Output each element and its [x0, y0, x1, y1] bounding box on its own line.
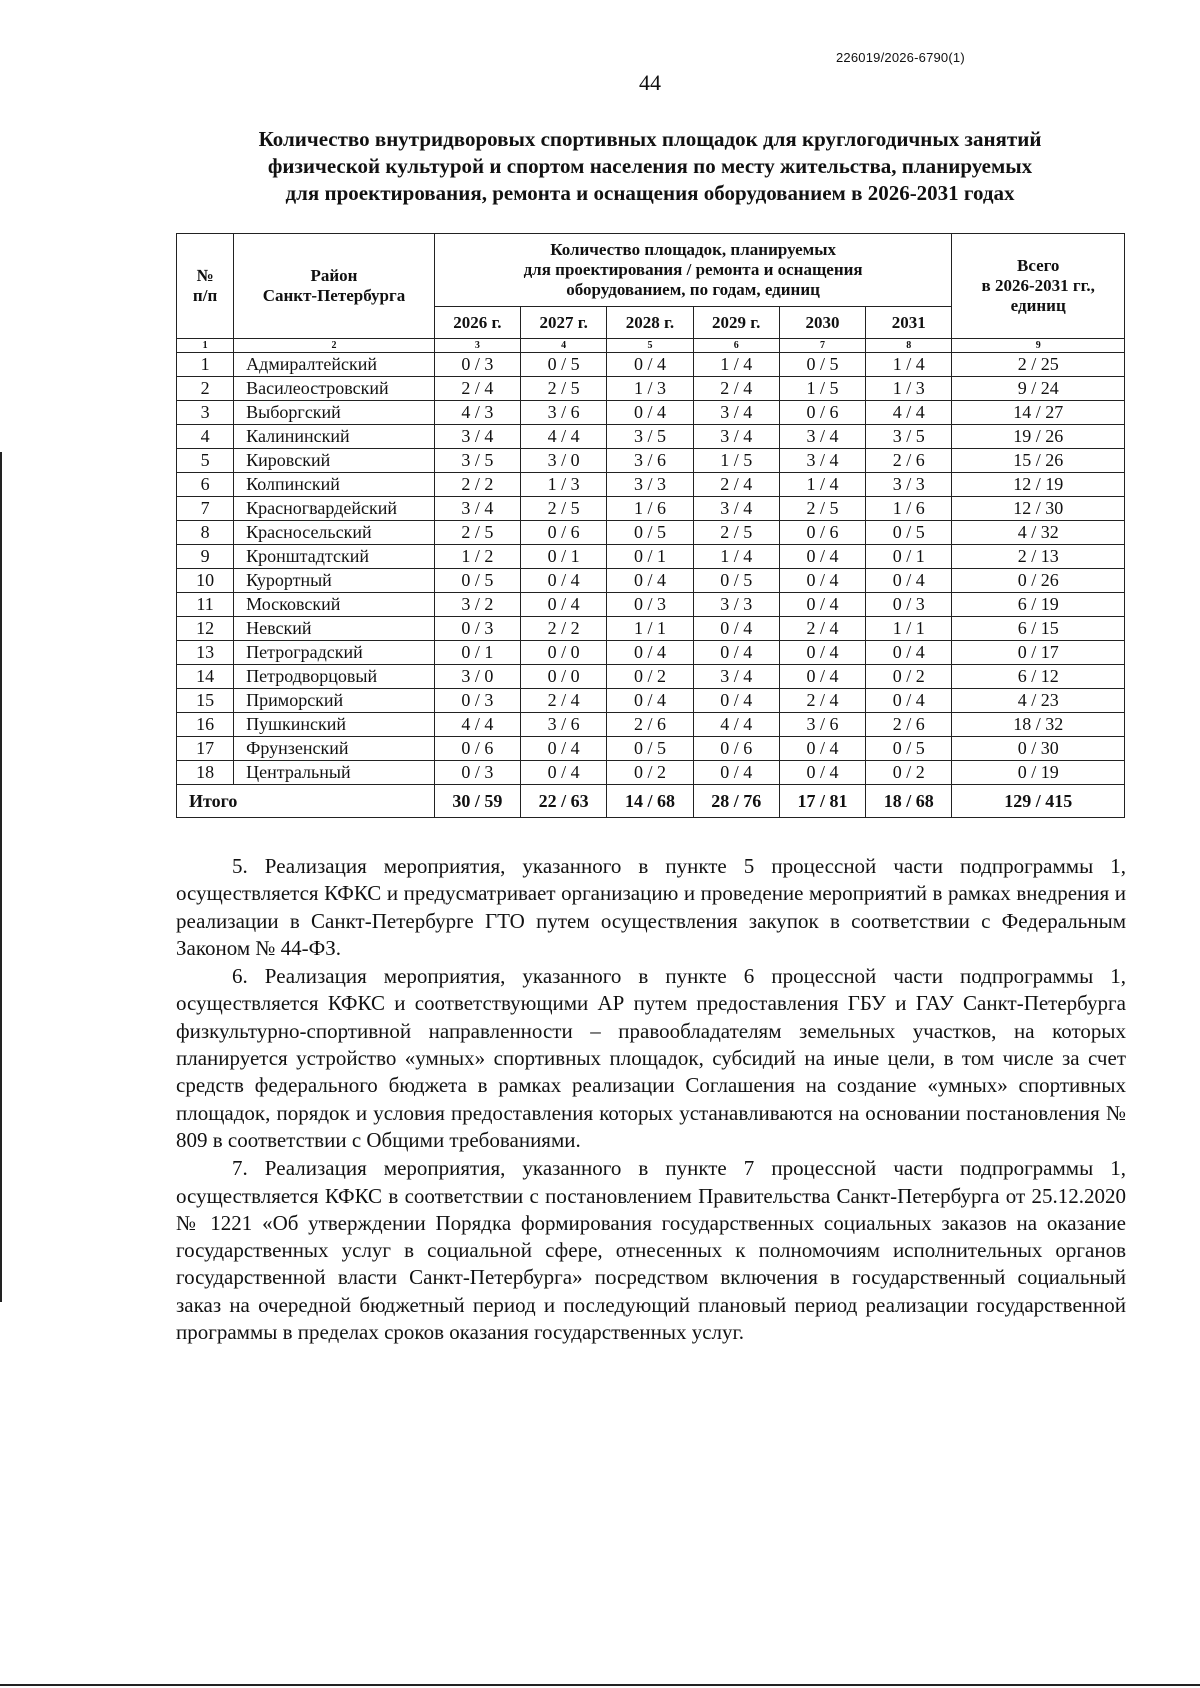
district-name: Центральный [234, 761, 435, 785]
row-number: 8 [177, 521, 234, 545]
year-value: 1 / 2 [434, 545, 520, 569]
year-value: 1 / 3 [521, 473, 607, 497]
district-name: Невский [234, 617, 435, 641]
year-value: 2 / 4 [521, 689, 607, 713]
year-value: 0 / 0 [521, 641, 607, 665]
column-number: 5 [607, 339, 693, 353]
year-value: 0 / 4 [693, 689, 779, 713]
year-value: 2 / 4 [434, 377, 520, 401]
year-value: 3 / 6 [779, 713, 865, 737]
district-name: Кронштадтский [234, 545, 435, 569]
table-row [177, 617, 1125, 641]
year-value: 0 / 6 [693, 737, 779, 761]
year-value: 3 / 4 [434, 425, 520, 449]
year-value: 0 / 4 [779, 737, 865, 761]
year-value: 0 / 6 [521, 521, 607, 545]
district-name: Выборгский [234, 401, 435, 425]
year-value: 1 / 3 [607, 377, 693, 401]
table-title [150, 126, 1150, 207]
year-value: 1 / 1 [866, 617, 952, 641]
year-value: 2 / 4 [779, 617, 865, 641]
district-name: Василеостровский [234, 377, 435, 401]
year-value: 2 / 2 [521, 617, 607, 641]
row-total: 0 / 30 [952, 737, 1125, 761]
year-value: 0 / 4 [779, 569, 865, 593]
row-number: 10 [177, 569, 234, 593]
district-name: Красносельский [234, 521, 435, 545]
row-total: 6 / 19 [952, 593, 1125, 617]
scan-bottom-line [0, 1684, 1200, 1686]
year-value: 0 / 5 [607, 737, 693, 761]
year-value: 4 / 4 [434, 713, 520, 737]
year-value: 0 / 4 [607, 401, 693, 425]
table-row [177, 641, 1125, 665]
year-value: 0 / 3 [434, 761, 520, 785]
year-value: 0 / 2 [607, 665, 693, 689]
year-value: 1 / 1 [607, 617, 693, 641]
table-row [177, 353, 1125, 377]
year-value: 0 / 3 [434, 353, 520, 377]
year-value: 0 / 4 [693, 617, 779, 641]
year-value: 2 / 5 [693, 521, 779, 545]
year-value: 0 / 4 [866, 641, 952, 665]
district-name: Приморский [234, 689, 435, 713]
year-value: 3 / 6 [521, 401, 607, 425]
year-value: 4 / 3 [434, 401, 520, 425]
district-name: Колпинский [234, 473, 435, 497]
header-group: Количество площадок, планируемых для проектирования / ремонта и оснащения оборудованием, по годам, единиц [434, 234, 952, 307]
district-name: Пушкинский [234, 713, 435, 737]
year-value: 3 / 0 [521, 449, 607, 473]
year-value: 3 / 4 [693, 665, 779, 689]
header-year: 2027 г. [521, 307, 607, 339]
year-value: 3 / 3 [607, 473, 693, 497]
header-total: Всего в 2026-2031 гг., единиц [952, 234, 1125, 339]
row-number: 11 [177, 593, 234, 617]
year-value: 0 / 5 [434, 569, 520, 593]
header-year: 2028 г. [607, 307, 693, 339]
table-row [177, 545, 1125, 569]
year-value: 2 / 4 [779, 689, 865, 713]
year-value: 0 / 1 [866, 545, 952, 569]
year-value: 1 / 3 [866, 377, 952, 401]
row-number: 9 [177, 545, 234, 569]
table-row [177, 689, 1125, 713]
year-value: 0 / 1 [521, 545, 607, 569]
year-value: 3 / 6 [607, 449, 693, 473]
year-value: 2 / 6 [866, 713, 952, 737]
row-total: 2 / 13 [952, 545, 1125, 569]
year-value: 0 / 4 [607, 641, 693, 665]
column-number: 4 [521, 339, 607, 353]
column-number: 9 [952, 339, 1125, 353]
year-value: 0 / 1 [607, 545, 693, 569]
header-district: Район Санкт-Петербурга [234, 234, 435, 339]
total-year-value: 14 / 68 [607, 785, 693, 818]
header-num: № п/п [177, 234, 234, 339]
district-name: Курортный [234, 569, 435, 593]
row-total: 0 / 17 [952, 641, 1125, 665]
row-total: 14 / 27 [952, 401, 1125, 425]
year-value: 3 / 3 [693, 593, 779, 617]
header-year: 2030 [779, 307, 865, 339]
year-value: 0 / 4 [779, 545, 865, 569]
year-value: 0 / 3 [607, 593, 693, 617]
column-number: 8 [866, 339, 952, 353]
total-row [177, 785, 1125, 818]
year-value: 4 / 4 [866, 401, 952, 425]
total-year-value: 17 / 81 [779, 785, 865, 818]
year-value: 0 / 4 [779, 665, 865, 689]
year-value: 3 / 4 [693, 425, 779, 449]
year-value: 0 / 4 [779, 761, 865, 785]
column-number: 2 [234, 339, 435, 353]
row-total: 9 / 24 [952, 377, 1125, 401]
row-number: 17 [177, 737, 234, 761]
year-value: 4 / 4 [693, 713, 779, 737]
year-value: 3 / 4 [693, 401, 779, 425]
year-value: 2 / 6 [866, 449, 952, 473]
table-row [177, 713, 1125, 737]
row-total: 12 / 30 [952, 497, 1125, 521]
year-value: 3 / 4 [779, 425, 865, 449]
year-value: 1 / 6 [607, 497, 693, 521]
year-value: 3 / 4 [434, 497, 520, 521]
year-value: 0 / 4 [779, 593, 865, 617]
column-number: 7 [779, 339, 865, 353]
title-line: Количество внутридворовых спортивных площадок для круглогодичных занятий [258, 127, 1042, 151]
year-value: 2 / 5 [779, 497, 865, 521]
year-value: 1 / 4 [866, 353, 952, 377]
year-value: 1 / 4 [693, 545, 779, 569]
year-value: 0 / 1 [434, 641, 520, 665]
year-value: 1 / 5 [779, 377, 865, 401]
table-row [177, 473, 1125, 497]
district-name: Адмиралтейский [234, 353, 435, 377]
table-row [177, 737, 1125, 761]
table-row [177, 761, 1125, 785]
year-value: 0 / 6 [779, 401, 865, 425]
paragraph: 6. Реализация мероприятия, указанного в пункте 6 процессной части подпрограммы 1, осуществляется КФКС и соответствующими АР путем предоставления ГБУ и ГАУ Санкт-Петербурга физкультурно-спортивной направленности – правообладателям земельных участков, на которых планируется устройство «умных» спортивных площадок, субсидий на иные цели, в том числе за счет средств федерального бюджета в рамках реализации Соглашения на создание «умных» спортивных площадок, порядок и условия предоставления которых устанавливаются на основании постановления № 809 в соответствии с Общими требованиями. [176, 964, 1126, 1152]
row-total: 6 / 15 [952, 617, 1125, 641]
title-line: для проектирования, ремонта и оснащения оборудованием в 2026-2031 годах [285, 181, 1015, 205]
row-number: 3 [177, 401, 234, 425]
total-year-value: 22 / 63 [521, 785, 607, 818]
year-value: 2 / 5 [521, 497, 607, 521]
document-id: 226019/2026-6790(1) [836, 50, 965, 65]
year-value: 0 / 4 [521, 761, 607, 785]
year-value: 3 / 3 [866, 473, 952, 497]
year-value: 0 / 2 [866, 761, 952, 785]
year-value: 0 / 5 [866, 737, 952, 761]
year-value: 2 / 6 [607, 713, 693, 737]
year-value: 0 / 4 [521, 569, 607, 593]
year-value: 3 / 0 [434, 665, 520, 689]
year-value: 0 / 5 [521, 353, 607, 377]
year-value: 0 / 0 [521, 665, 607, 689]
year-value: 0 / 2 [866, 665, 952, 689]
year-value: 0 / 4 [866, 689, 952, 713]
year-value: 3 / 2 [434, 593, 520, 617]
year-value: 0 / 4 [693, 761, 779, 785]
year-value: 3 / 4 [693, 497, 779, 521]
column-number: 1 [177, 339, 234, 353]
row-total: 0 / 19 [952, 761, 1125, 785]
total-year-value: 30 / 59 [434, 785, 520, 818]
year-value: 1 / 5 [693, 449, 779, 473]
year-value: 4 / 4 [521, 425, 607, 449]
header-year: 2026 г. [434, 307, 520, 339]
column-number: 3 [434, 339, 520, 353]
year-value: 0 / 4 [607, 689, 693, 713]
year-value: 2 / 5 [521, 377, 607, 401]
year-value: 2 / 2 [434, 473, 520, 497]
year-value: 0 / 5 [779, 353, 865, 377]
year-value: 0 / 3 [434, 617, 520, 641]
header-year: 2029 г. [693, 307, 779, 339]
table-row [177, 569, 1125, 593]
year-value: 3 / 6 [521, 713, 607, 737]
row-number: 1 [177, 353, 234, 377]
row-total: 15 / 26 [952, 449, 1125, 473]
sports-grounds-table [176, 233, 1125, 818]
scan-edge-line [0, 452, 2, 1302]
row-number: 15 [177, 689, 234, 713]
table-row [177, 593, 1125, 617]
district-name: Петродворцовый [234, 665, 435, 689]
year-value: 2 / 4 [693, 377, 779, 401]
grand-total: 129 / 415 [952, 785, 1125, 818]
title-line: физической культурой и спортом населения по месту жительства, планируемых [267, 154, 1033, 178]
year-value: 2 / 4 [693, 473, 779, 497]
table-row [177, 425, 1125, 449]
year-value: 0 / 6 [434, 737, 520, 761]
total-year-value: 18 / 68 [866, 785, 952, 818]
district-name: Фрунзенский [234, 737, 435, 761]
table-row [177, 497, 1125, 521]
row-number: 14 [177, 665, 234, 689]
row-total: 0 / 26 [952, 569, 1125, 593]
row-total: 6 / 12 [952, 665, 1125, 689]
year-value: 0 / 4 [521, 737, 607, 761]
total-year-value: 28 / 76 [693, 785, 779, 818]
year-value: 0 / 4 [607, 353, 693, 377]
year-value: 0 / 3 [434, 689, 520, 713]
row-number: 7 [177, 497, 234, 521]
year-value: 0 / 4 [693, 641, 779, 665]
row-total: 18 / 32 [952, 713, 1125, 737]
district-name: Петроградский [234, 641, 435, 665]
row-number: 4 [177, 425, 234, 449]
row-number: 12 [177, 617, 234, 641]
district-name: Калининский [234, 425, 435, 449]
year-value: 3 / 5 [866, 425, 952, 449]
district-name: Московский [234, 593, 435, 617]
year-value: 0 / 4 [607, 569, 693, 593]
table-row [177, 401, 1125, 425]
year-value: 3 / 5 [607, 425, 693, 449]
table-row [177, 449, 1125, 473]
district-name: Красногвардейский [234, 497, 435, 521]
row-total: 4 / 32 [952, 521, 1125, 545]
header-year: 2031 [866, 307, 952, 339]
total-label: Итого [177, 785, 435, 818]
row-total: 19 / 26 [952, 425, 1125, 449]
year-value: 0 / 4 [779, 641, 865, 665]
district-name: Кировский [234, 449, 435, 473]
paragraph: 5. Реализация мероприятия, указанного в пункте 5 процессной части подпрограммы 1, осуществляется КФКС и предусматривает организацию и проведение мероприятий в рамках внедрения и реализации в Санкт-Петербурге ГТО путем осуществления закупок в соответствии с Федеральным Законом № 44-ФЗ. [176, 854, 1126, 960]
row-number: 13 [177, 641, 234, 665]
year-value: 0 / 2 [607, 761, 693, 785]
year-value: 0 / 4 [866, 569, 952, 593]
row-total: 2 / 25 [952, 353, 1125, 377]
year-value: 0 / 4 [521, 593, 607, 617]
year-value: 1 / 4 [693, 353, 779, 377]
year-value: 0 / 5 [866, 521, 952, 545]
table-row [177, 665, 1125, 689]
year-value: 0 / 5 [693, 569, 779, 593]
year-value: 0 / 5 [607, 521, 693, 545]
row-total: 12 / 19 [952, 473, 1125, 497]
row-number: 5 [177, 449, 234, 473]
body-text [176, 853, 1126, 1347]
column-number: 6 [693, 339, 779, 353]
row-number: 18 [177, 761, 234, 785]
year-value: 0 / 3 [866, 593, 952, 617]
year-value: 1 / 4 [779, 473, 865, 497]
year-value: 1 / 6 [866, 497, 952, 521]
paragraph: 7. Реализация мероприятия, указанного в пункте 7 процессной части подпрограммы 1, осуществляется КФКС в соответствии с постановлением Правительства Санкт-Петербурга от 25.12.2020 № 1221 «Об утверждении Порядка формирования государственных социальных заказов на оказание государственных услуг в социальной сфере, отнесенных к полномочиям исполнительных органов государственной власти Санкт-Петербурга» посредством включения в государственный социальный заказ на очередной бюджетный период и последующий плановый период реализации государственной программы в пределах сроков оказания государственных услуг. [176, 1156, 1126, 1345]
table-row [177, 377, 1125, 401]
row-total: 4 / 23 [952, 689, 1125, 713]
row-number: 16 [177, 713, 234, 737]
year-value: 0 / 6 [779, 521, 865, 545]
year-value: 3 / 4 [779, 449, 865, 473]
year-value: 2 / 5 [434, 521, 520, 545]
page-number: 44 [639, 70, 661, 95]
table-row [177, 521, 1125, 545]
year-value: 3 / 5 [434, 449, 520, 473]
row-number: 6 [177, 473, 234, 497]
row-number: 2 [177, 377, 234, 401]
